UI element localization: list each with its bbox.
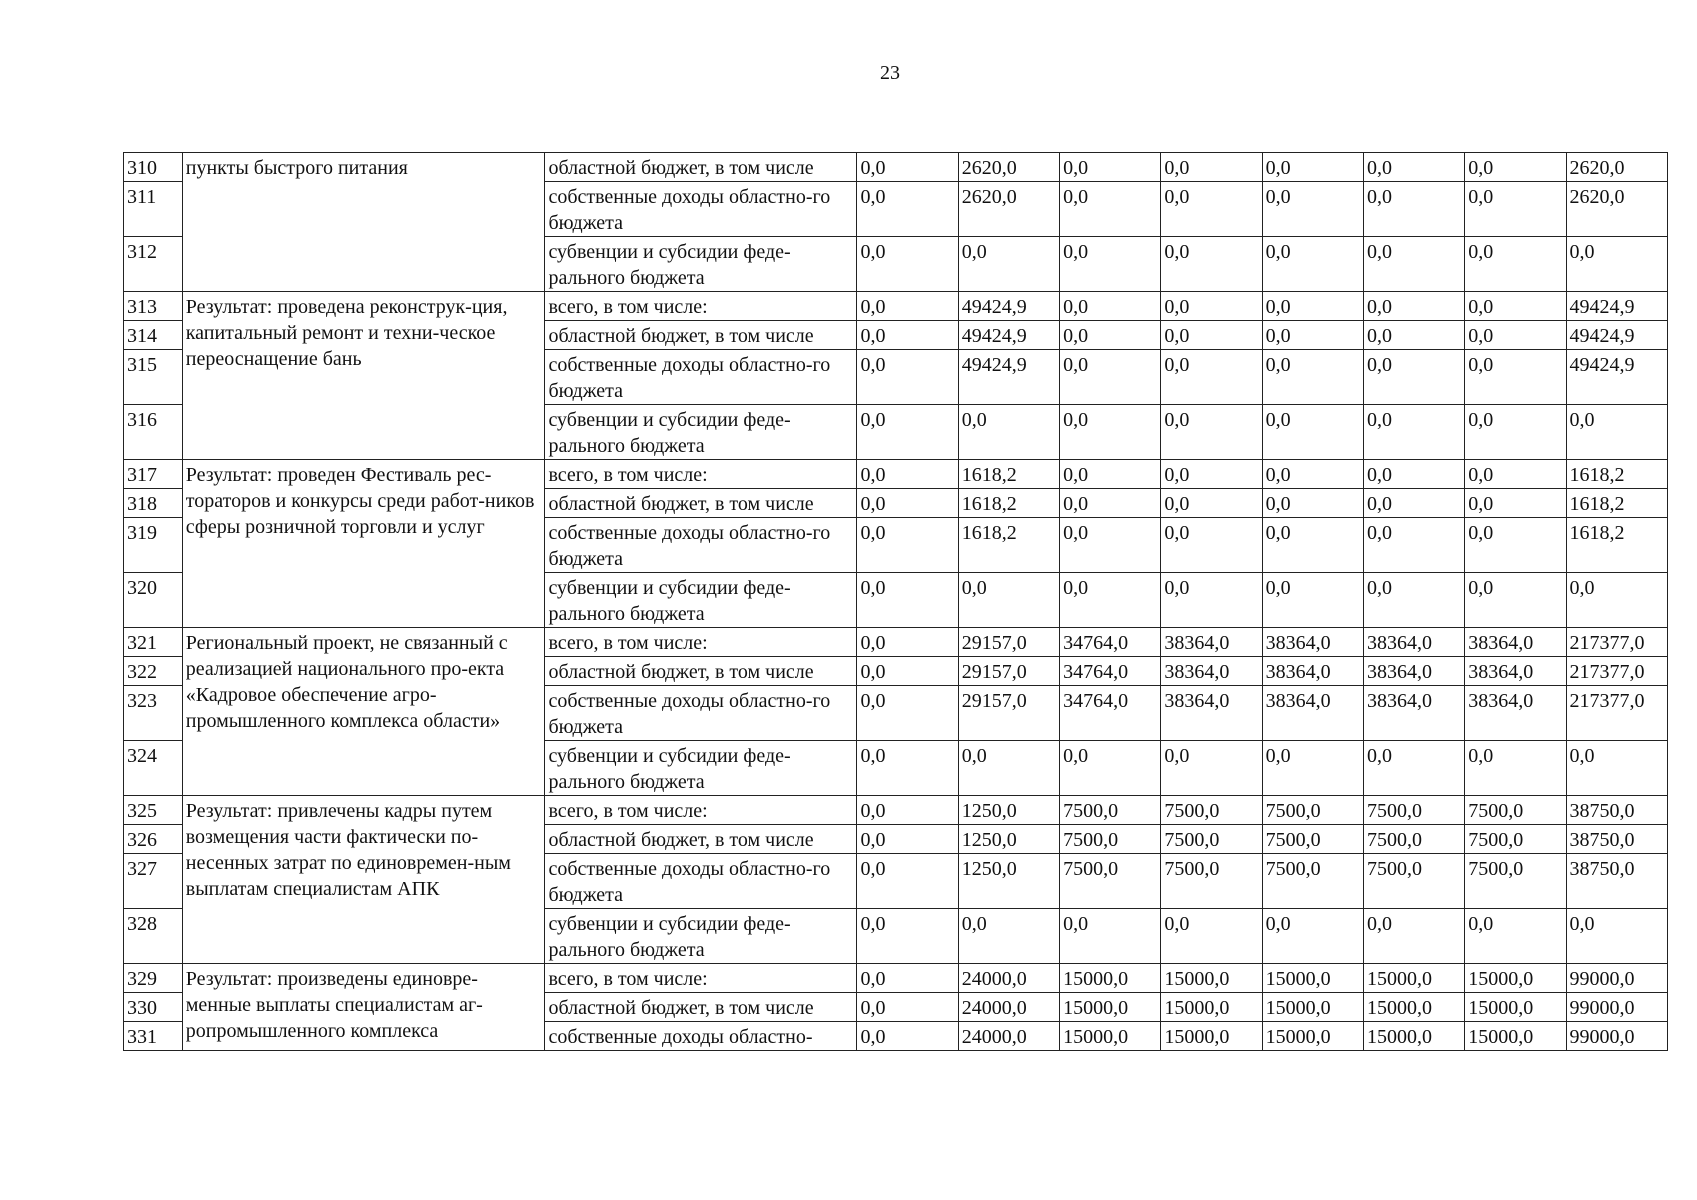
value-cell: 7500,0 — [1060, 825, 1161, 854]
funding-source: всего, в том числе: — [545, 628, 857, 657]
value-cell: 38364,0 — [1262, 657, 1363, 686]
value-cell: 34764,0 — [1060, 657, 1161, 686]
value-cell: 7500,0 — [1363, 854, 1464, 909]
row-number: 320 — [124, 573, 183, 628]
value-cell: 49424,9 — [1566, 350, 1667, 405]
value-cell: 0,0 — [857, 628, 958, 657]
value-cell: 1618,2 — [1566, 518, 1667, 573]
value-cell: 15000,0 — [1363, 1022, 1464, 1051]
value-cell: 15000,0 — [1465, 993, 1566, 1022]
value-cell: 0,0 — [1161, 350, 1262, 405]
row-number: 311 — [124, 182, 183, 237]
row-number: 328 — [124, 909, 183, 964]
value-cell: 0,0 — [1161, 741, 1262, 796]
value-cell: 15000,0 — [1262, 964, 1363, 993]
value-cell: 0,0 — [857, 993, 958, 1022]
item-name: Региональный проект, не связанный с реализацией национального про-екта «Кадровое обеспечение агро-промышленного комплекса области» — [182, 628, 545, 796]
item-name: Результат: проведен Фестиваль рес-тораторов и конкурсы среди работ-ников сферы розничной торговли и услуг — [182, 460, 545, 628]
value-cell: 0,0 — [1465, 237, 1566, 292]
table-row — [124, 460, 1668, 489]
funding-source: всего, в том числе: — [545, 796, 857, 825]
value-cell: 7500,0 — [1465, 854, 1566, 909]
value-cell: 1250,0 — [958, 854, 1059, 909]
funding-source: собственные доходы областно-го бюджета — [545, 518, 857, 573]
value-cell: 1618,2 — [958, 518, 1059, 573]
value-cell: 49424,9 — [958, 321, 1059, 350]
value-cell: 217377,0 — [1566, 628, 1667, 657]
value-cell: 7500,0 — [1161, 796, 1262, 825]
value-cell: 0,0 — [1262, 292, 1363, 321]
table-row — [124, 796, 1668, 825]
value-cell: 0,0 — [1465, 405, 1566, 460]
value-cell: 0,0 — [1161, 321, 1262, 350]
value-cell: 2620,0 — [958, 182, 1059, 237]
funding-source: субвенции и субсидии феде-рального бюджета — [545, 909, 857, 964]
item-name: Результат: привлечены кадры путем возмещения части фактически по-несенных затрат по единовремен-ным выплатам специалистам АПК — [182, 796, 545, 964]
value-cell: 0,0 — [1060, 909, 1161, 964]
value-cell: 0,0 — [1161, 489, 1262, 518]
value-cell: 0,0 — [1262, 489, 1363, 518]
funding-source: областной бюджет, в том числе — [545, 153, 857, 182]
value-cell: 0,0 — [1465, 909, 1566, 964]
value-cell: 0,0 — [1161, 405, 1262, 460]
value-cell: 0,0 — [857, 489, 958, 518]
funding-source: областной бюджет, в том числе — [545, 657, 857, 686]
value-cell: 15000,0 — [1161, 964, 1262, 993]
row-number: 331 — [124, 1022, 183, 1051]
value-cell: 49424,9 — [1566, 292, 1667, 321]
value-cell: 0,0 — [1363, 292, 1464, 321]
value-cell: 0,0 — [857, 657, 958, 686]
value-cell: 7500,0 — [1465, 825, 1566, 854]
row-number: 321 — [124, 628, 183, 657]
value-cell: 7500,0 — [1161, 854, 1262, 909]
value-cell: 0,0 — [1262, 909, 1363, 964]
value-cell: 38364,0 — [1465, 628, 1566, 657]
value-cell: 0,0 — [1060, 518, 1161, 573]
value-cell: 0,0 — [1363, 405, 1464, 460]
funding-source: собственные доходы областно- — [545, 1022, 857, 1051]
value-cell: 0,0 — [1161, 292, 1262, 321]
value-cell: 0,0 — [857, 686, 958, 741]
value-cell: 0,0 — [857, 153, 958, 182]
value-cell: 0,0 — [1060, 460, 1161, 489]
value-cell: 0,0 — [1566, 573, 1667, 628]
value-cell: 0,0 — [1060, 405, 1161, 460]
value-cell: 0,0 — [1161, 909, 1262, 964]
value-cell: 0,0 — [1060, 489, 1161, 518]
value-cell: 0,0 — [857, 460, 958, 489]
value-cell: 0,0 — [857, 237, 958, 292]
value-cell: 7500,0 — [1363, 825, 1464, 854]
value-cell: 0,0 — [958, 573, 1059, 628]
value-cell: 7500,0 — [1363, 796, 1464, 825]
value-cell: 24000,0 — [958, 993, 1059, 1022]
value-cell: 15000,0 — [1060, 964, 1161, 993]
value-cell: 0,0 — [1262, 350, 1363, 405]
value-cell: 7500,0 — [1465, 796, 1566, 825]
budget-table — [123, 152, 1668, 1051]
value-cell: 0,0 — [1465, 182, 1566, 237]
table-row — [124, 628, 1668, 657]
value-cell: 0,0 — [1060, 153, 1161, 182]
funding-source: субвенции и субсидии феде-рального бюджета — [545, 237, 857, 292]
value-cell: 0,0 — [1262, 518, 1363, 573]
row-number: 322 — [124, 657, 183, 686]
value-cell: 0,0 — [1161, 237, 1262, 292]
value-cell: 0,0 — [857, 796, 958, 825]
value-cell: 24000,0 — [958, 1022, 1059, 1051]
value-cell: 0,0 — [1262, 573, 1363, 628]
value-cell: 0,0 — [1060, 292, 1161, 321]
value-cell: 15000,0 — [1060, 1022, 1161, 1051]
value-cell: 15000,0 — [1465, 1022, 1566, 1051]
row-number: 318 — [124, 489, 183, 518]
value-cell: 0,0 — [857, 350, 958, 405]
row-number: 329 — [124, 964, 183, 993]
funding-source: областной бюджет, в том числе — [545, 321, 857, 350]
value-cell: 0,0 — [1262, 182, 1363, 237]
value-cell: 0,0 — [958, 741, 1059, 796]
value-cell: 0,0 — [1566, 405, 1667, 460]
funding-source: областной бюджет, в том числе — [545, 993, 857, 1022]
row-number: 317 — [124, 460, 183, 489]
value-cell: 0,0 — [1363, 518, 1464, 573]
row-number: 312 — [124, 237, 183, 292]
value-cell: 0,0 — [1060, 573, 1161, 628]
table-body — [124, 153, 1668, 1051]
value-cell: 0,0 — [857, 518, 958, 573]
funding-source: собственные доходы областно-го бюджета — [545, 350, 857, 405]
value-cell: 0,0 — [857, 854, 958, 909]
value-cell: 15000,0 — [1262, 1022, 1363, 1051]
value-cell: 38364,0 — [1262, 686, 1363, 741]
row-number: 324 — [124, 741, 183, 796]
value-cell: 15000,0 — [1363, 964, 1464, 993]
funding-source: субвенции и субсидии феде-рального бюджета — [545, 741, 857, 796]
value-cell: 15000,0 — [1060, 993, 1161, 1022]
value-cell: 99000,0 — [1566, 964, 1667, 993]
value-cell: 38364,0 — [1262, 628, 1363, 657]
funding-source: областной бюджет, в том числе — [545, 489, 857, 518]
value-cell: 0,0 — [1363, 460, 1464, 489]
value-cell: 0,0 — [1161, 182, 1262, 237]
value-cell: 38750,0 — [1566, 825, 1667, 854]
value-cell: 2620,0 — [958, 153, 1059, 182]
value-cell: 0,0 — [857, 909, 958, 964]
value-cell: 0,0 — [857, 321, 958, 350]
value-cell: 38364,0 — [1363, 628, 1464, 657]
value-cell: 38364,0 — [1161, 686, 1262, 741]
page-number: 23 — [880, 62, 900, 84]
funding-source: собственные доходы областно-го бюджета — [545, 182, 857, 237]
funding-source: субвенции и субсидии феде-рального бюджета — [545, 405, 857, 460]
value-cell: 217377,0 — [1566, 686, 1667, 741]
value-cell: 1250,0 — [958, 796, 1059, 825]
value-cell: 7500,0 — [1262, 796, 1363, 825]
row-number: 313 — [124, 292, 183, 321]
value-cell: 38750,0 — [1566, 854, 1667, 909]
value-cell: 0,0 — [1363, 350, 1464, 405]
value-cell: 34764,0 — [1060, 628, 1161, 657]
value-cell: 38364,0 — [1363, 686, 1464, 741]
value-cell: 0,0 — [1161, 153, 1262, 182]
item-name: Результат: произведены единовре-менные выплаты специалистам аг-ропромышленного комплекса — [182, 964, 545, 1051]
row-number: 314 — [124, 321, 183, 350]
value-cell: 49424,9 — [958, 292, 1059, 321]
value-cell: 0,0 — [958, 909, 1059, 964]
value-cell: 0,0 — [1465, 350, 1566, 405]
value-cell: 0,0 — [857, 741, 958, 796]
value-cell: 7500,0 — [1262, 854, 1363, 909]
value-cell: 0,0 — [1465, 518, 1566, 573]
funding-source: субвенции и субсидии феде-рального бюджета — [545, 573, 857, 628]
value-cell: 0,0 — [1465, 321, 1566, 350]
row-number: 325 — [124, 796, 183, 825]
table-row — [124, 292, 1668, 321]
value-cell: 29157,0 — [958, 657, 1059, 686]
table-row — [124, 153, 1668, 182]
value-cell: 15000,0 — [1262, 993, 1363, 1022]
value-cell: 1618,2 — [958, 489, 1059, 518]
value-cell: 0,0 — [857, 964, 958, 993]
value-cell: 38750,0 — [1566, 796, 1667, 825]
value-cell: 0,0 — [1465, 489, 1566, 518]
value-cell: 0,0 — [1060, 741, 1161, 796]
value-cell: 0,0 — [857, 182, 958, 237]
item-name: Результат: проведена реконструк-ция, капитальный ремонт и техни-ческое переоснащение бань — [182, 292, 545, 460]
funding-source: областной бюджет, в том числе — [545, 825, 857, 854]
value-cell: 7500,0 — [1060, 796, 1161, 825]
value-cell: 49424,9 — [1566, 321, 1667, 350]
value-cell: 0,0 — [1060, 321, 1161, 350]
value-cell: 29157,0 — [958, 628, 1059, 657]
value-cell: 0,0 — [857, 573, 958, 628]
value-cell: 29157,0 — [958, 686, 1059, 741]
value-cell: 1250,0 — [958, 825, 1059, 854]
value-cell: 15000,0 — [1161, 1022, 1262, 1051]
item-name: пункты быстрого питания — [182, 153, 545, 292]
value-cell: 0,0 — [1060, 182, 1161, 237]
value-cell: 0,0 — [1566, 909, 1667, 964]
value-cell: 15000,0 — [1465, 964, 1566, 993]
value-cell: 0,0 — [1363, 741, 1464, 796]
funding-source: собственные доходы областно-го бюджета — [545, 854, 857, 909]
value-cell: 0,0 — [1566, 237, 1667, 292]
value-cell: 38364,0 — [1465, 657, 1566, 686]
value-cell: 99000,0 — [1566, 1022, 1667, 1051]
value-cell: 15000,0 — [1161, 993, 1262, 1022]
value-cell: 217377,0 — [1566, 657, 1667, 686]
value-cell: 0,0 — [857, 292, 958, 321]
value-cell: 0,0 — [1465, 153, 1566, 182]
value-cell: 0,0 — [857, 405, 958, 460]
value-cell: 0,0 — [1161, 573, 1262, 628]
value-cell: 38364,0 — [1363, 657, 1464, 686]
row-number: 316 — [124, 405, 183, 460]
row-number: 310 — [124, 153, 183, 182]
value-cell: 2620,0 — [1566, 153, 1667, 182]
value-cell: 38364,0 — [1161, 657, 1262, 686]
funding-source: всего, в том числе: — [545, 460, 857, 489]
value-cell: 0,0 — [1363, 182, 1464, 237]
value-cell: 0,0 — [1566, 741, 1667, 796]
value-cell: 0,0 — [857, 1022, 958, 1051]
value-cell: 0,0 — [1465, 460, 1566, 489]
value-cell: 34764,0 — [1060, 686, 1161, 741]
value-cell: 0,0 — [1363, 489, 1464, 518]
funding-source: собственные доходы областно-го бюджета — [545, 686, 857, 741]
value-cell: 7500,0 — [1262, 825, 1363, 854]
value-cell: 7500,0 — [1161, 825, 1262, 854]
value-cell: 0,0 — [1363, 237, 1464, 292]
value-cell: 15000,0 — [1363, 993, 1464, 1022]
value-cell: 0,0 — [1060, 350, 1161, 405]
value-cell: 0,0 — [958, 405, 1059, 460]
value-cell: 99000,0 — [1566, 993, 1667, 1022]
value-cell: 1618,2 — [1566, 460, 1667, 489]
value-cell: 0,0 — [1262, 460, 1363, 489]
value-cell: 0,0 — [1465, 741, 1566, 796]
value-cell: 0,0 — [1363, 153, 1464, 182]
value-cell: 0,0 — [958, 237, 1059, 292]
value-cell: 38364,0 — [1465, 686, 1566, 741]
value-cell: 0,0 — [1262, 237, 1363, 292]
funding-source: всего, в том числе: — [545, 964, 857, 993]
value-cell: 49424,9 — [958, 350, 1059, 405]
value-cell: 0,0 — [1161, 460, 1262, 489]
value-cell: 24000,0 — [958, 964, 1059, 993]
value-cell: 0,0 — [1161, 518, 1262, 573]
value-cell: 0,0 — [1363, 909, 1464, 964]
funding-source: всего, в том числе: — [545, 292, 857, 321]
row-number: 327 — [124, 854, 183, 909]
value-cell: 7500,0 — [1060, 854, 1161, 909]
value-cell: 0,0 — [1262, 153, 1363, 182]
value-cell: 0,0 — [1363, 321, 1464, 350]
value-cell: 0,0 — [1060, 237, 1161, 292]
value-cell: 0,0 — [857, 825, 958, 854]
value-cell: 0,0 — [1262, 405, 1363, 460]
value-cell: 1618,2 — [958, 460, 1059, 489]
row-number: 319 — [124, 518, 183, 573]
row-number: 323 — [124, 686, 183, 741]
row-number: 326 — [124, 825, 183, 854]
row-number: 330 — [124, 993, 183, 1022]
value-cell: 0,0 — [1465, 573, 1566, 628]
value-cell: 0,0 — [1465, 292, 1566, 321]
value-cell: 0,0 — [1262, 321, 1363, 350]
table-row — [124, 964, 1668, 993]
value-cell: 0,0 — [1262, 741, 1363, 796]
value-cell: 0,0 — [1363, 573, 1464, 628]
value-cell: 1618,2 — [1566, 489, 1667, 518]
row-number: 315 — [124, 350, 183, 405]
value-cell: 2620,0 — [1566, 182, 1667, 237]
value-cell: 38364,0 — [1161, 628, 1262, 657]
